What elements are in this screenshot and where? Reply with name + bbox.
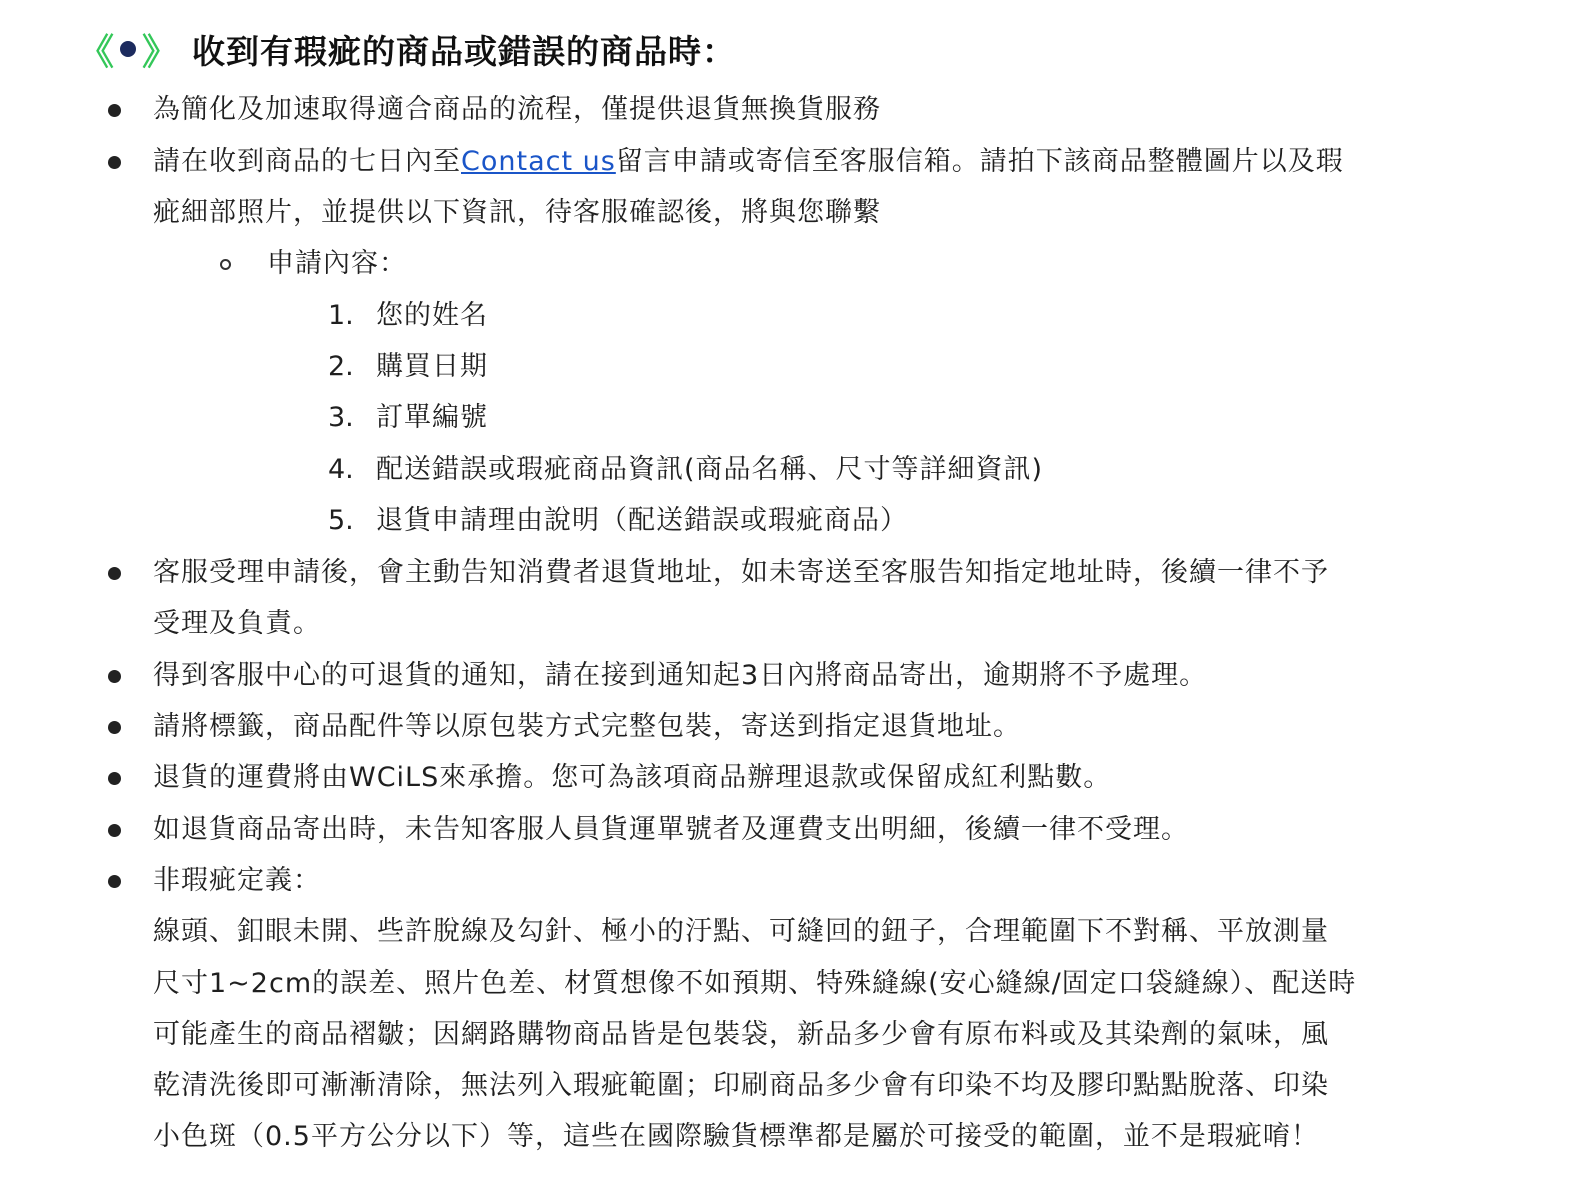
heading-marker-right: 》 [142,30,179,73]
bullet-icon [108,156,121,169]
heading-dot-icon [120,41,136,57]
bullet-icon [108,670,121,683]
numbered-item-name: 您的姓名 [376,300,488,331]
non-defect-text-line: 線頭、釦眼未開、些許脫線及勾針、極小的汙點、可縫回的鈕子，合理範圍下不對稱、平放測量 [153,916,1329,947]
bullet-icon [108,824,121,837]
non-defect-text-line: 乾清洗後即可漸漸清除，無法列入瑕疵範圍；印刷商品多少會有印染不均及膠印點點脫落、印染 [153,1070,1329,1101]
list-item-no-exchange: 為簡化及加速取得適合商品的流程，僅提供退貨無換貨服務 [153,94,881,125]
list-item-return-address: 客服受理申請後，會主動告知消費者退貨地址，如未寄送至客服告知指定地址時，後續一律不予 [153,557,1329,588]
bullet-icon [108,104,121,117]
contact-us-link[interactable]: Contact us [461,146,616,177]
numbered-item-number: 5. [328,505,354,536]
numbered-item-number: 2. [328,351,354,382]
list-item-packaging: 請將標籤，商品配件等以原包裝方式完整包裝，寄送到指定退貨地址。 [153,711,1021,742]
bullet-icon [108,567,121,580]
heading-marker-left: 《 [78,30,115,73]
non-defect-text-line: 尺寸1~2cm的誤差、照片色差、材質想像不如預期、特殊縫線(安心縫線/固定口袋縫線）、配送時 [153,968,1357,999]
sub-bullet-icon [220,259,231,270]
list-item-contact-line2: 疵細部照片，並提供以下資訊，待客服確認後，將與您聯繫 [153,197,881,228]
numbered-item-number: 1. [328,300,354,331]
application-content-label: 申請內容： [267,248,407,279]
section-heading [78,24,736,74]
bullet-icon [108,875,121,888]
numbered-item-order-number: 訂單編號 [376,402,488,433]
page-title: 收到有瑕疵的商品或錯誤的商品時： [192,31,737,71]
list-item-shipping-fee: 退貨的運費將由WCiLS來承擔。您可為該項商品辦理退款或保留成紅利點數。 [153,762,1112,793]
numbered-item-product-info: 配送錯誤或瑕疵商品資訊(商品名稱、尺寸等詳細資訊) [376,454,1044,485]
list-item-return-address-line2: 受理及負責。 [153,608,321,639]
numbered-item-number: 4. [328,454,354,485]
heading-marker-icon [78,24,178,75]
numbered-item-purchase-date: 購買日期 [376,351,488,382]
numbered-item-reason: 退貨申請理由說明（配送錯誤或瑕疵商品） [376,505,908,536]
numbered-item-number: 3. [328,402,354,433]
non-defect-text-line: 可能產生的商品褶皺；因網路購物商品皆是包裝袋，新品多少會有原布料或及其染劑的氣味，風 [153,1019,1329,1050]
contact-text-pre: 請在收到商品的七日內至 [153,146,461,177]
list-item-ship-deadline: 得到客服中心的可退貨的通知，請在接到通知起3日內將商品寄出，逾期將不予處理。 [153,660,1208,691]
non-defect-label: 非瑕疵定義： [153,865,321,896]
bullet-icon [108,721,121,734]
non-defect-text-line: 小色斑（0.5平方公分以下）等，這些在國際驗貨標準都是屬於可接受的範圍，並不是瑕疵唷！ [153,1121,1319,1152]
list-item-contact [153,142,1344,182]
contact-text-post: 留言申請或寄信至客服信箱。請拍下該商品整體圖片以及瑕 [615,146,1344,177]
bullet-icon [108,772,121,785]
list-item-tracking: 如退貨商品寄出時，未告知客服人員貨運單號者及運費支出明細，後續一律不受理。 [153,814,1189,845]
